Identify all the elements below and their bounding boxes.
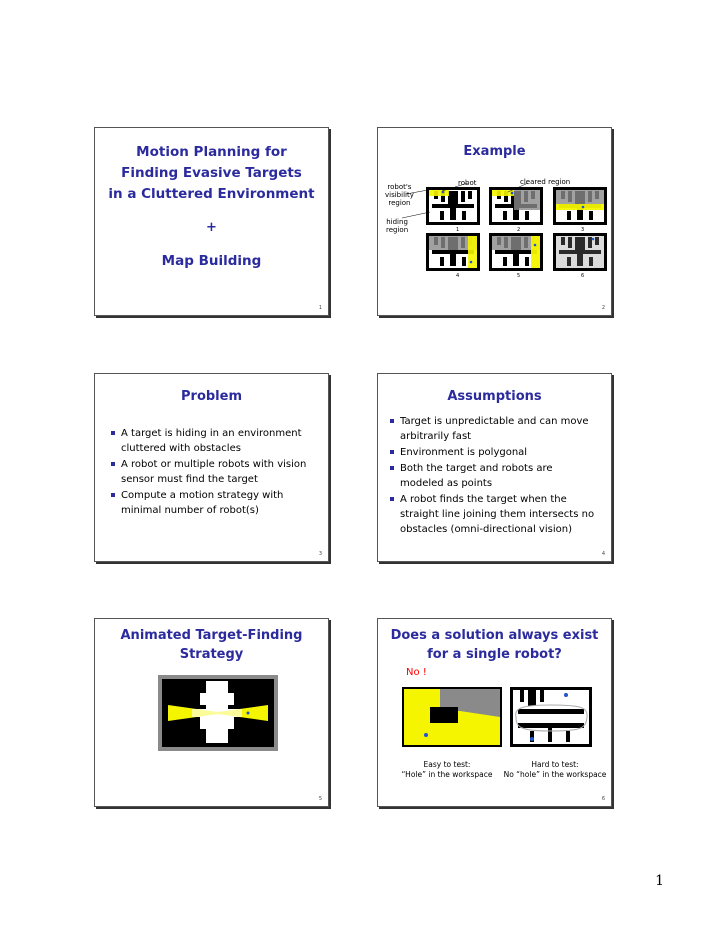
caption-left — [392, 760, 502, 780]
caption-line: No “hole” in the workspace — [503, 770, 607, 779]
label-line: visibility — [385, 191, 414, 199]
title-line: Animated Target-Finding — [120, 628, 303, 643]
caption-right — [500, 760, 610, 780]
label-line: robot's — [387, 183, 412, 191]
label-line: hiding — [386, 218, 408, 226]
slide-5 — [94, 618, 329, 807]
slide-1 — [94, 127, 329, 316]
title-line: for a single robot? — [427, 647, 562, 662]
slide-3 — [94, 373, 329, 562]
title-line: Strategy — [179, 647, 244, 662]
slide-1-title — [95, 142, 328, 205]
title-line: in a Cluttered Environment — [108, 186, 315, 202]
panel-number: 6 — [581, 273, 585, 279]
slide-number: 4 — [601, 551, 605, 557]
plus-sign: + — [206, 220, 217, 235]
title-line: Finding Evasive Targets — [121, 165, 302, 181]
problem-bullets — [111, 426, 321, 519]
bullet-item: Environment is polygonal — [390, 445, 595, 460]
bullet-item: A robot or multiple robots with vision sensor must find the target — [111, 457, 321, 487]
panel-number: 1 — [456, 227, 460, 233]
slide-number: 1 — [318, 305, 322, 311]
slide-2 — [377, 127, 612, 316]
answer-text: No ! — [406, 667, 427, 678]
panel-number: 5 — [517, 273, 521, 279]
slide-number: 2 — [601, 305, 605, 311]
bullet-item: Both the target and robots are modeled as points — [390, 461, 595, 491]
slide-number: 6 — [601, 796, 605, 802]
animation-figure — [158, 675, 278, 751]
slide-2-title: Example — [463, 144, 526, 159]
label-robot: robot — [458, 179, 477, 187]
slide-4-title: Assumptions — [447, 389, 542, 404]
label-cleared-region: cleared region — [520, 178, 571, 186]
slide-5-title — [95, 626, 328, 664]
caption-line: Easy to test: — [423, 760, 471, 769]
bullet-item: A robot finds the target when the straight line joining them intersects no obstacles (omni-directional vision) — [390, 492, 595, 537]
bullet-item: A target is hiding in an environment cluttered with obstacles — [111, 426, 321, 456]
hole-figure — [402, 687, 502, 747]
slide-6 — [377, 618, 612, 807]
slide-number: 5 — [318, 796, 322, 802]
title-line: Does a solution always exist — [390, 628, 599, 643]
page-number: 1 — [655, 873, 664, 889]
panel-number: 4 — [456, 273, 460, 279]
label-hiding-region — [386, 218, 408, 234]
slide-number: 3 — [318, 551, 322, 557]
slide-6-title — [378, 626, 611, 664]
caption-line: Hard to test: — [531, 760, 579, 769]
panel-number: 3 — [581, 227, 585, 233]
slide-3-title: Problem — [181, 389, 242, 404]
panel-number: 2 — [517, 227, 521, 233]
slide-1-subtitle: Map Building — [161, 253, 262, 269]
slide-4 — [377, 373, 612, 562]
assumption-bullets — [390, 414, 595, 538]
label-line: region — [388, 199, 411, 207]
bullet-item: Target is unpredictable and can move arbitrarily fast — [390, 414, 595, 444]
title-line: Motion Planning for — [136, 144, 287, 160]
example-figure — [378, 156, 613, 316]
no-hole-figure — [510, 687, 592, 747]
caption-line: “Hole” in the workspace — [401, 770, 493, 779]
label-visibility-region — [385, 183, 414, 207]
bullet-item: Compute a motion strategy with minimal number of robot(s) — [111, 488, 321, 518]
label-line: region — [386, 226, 409, 234]
